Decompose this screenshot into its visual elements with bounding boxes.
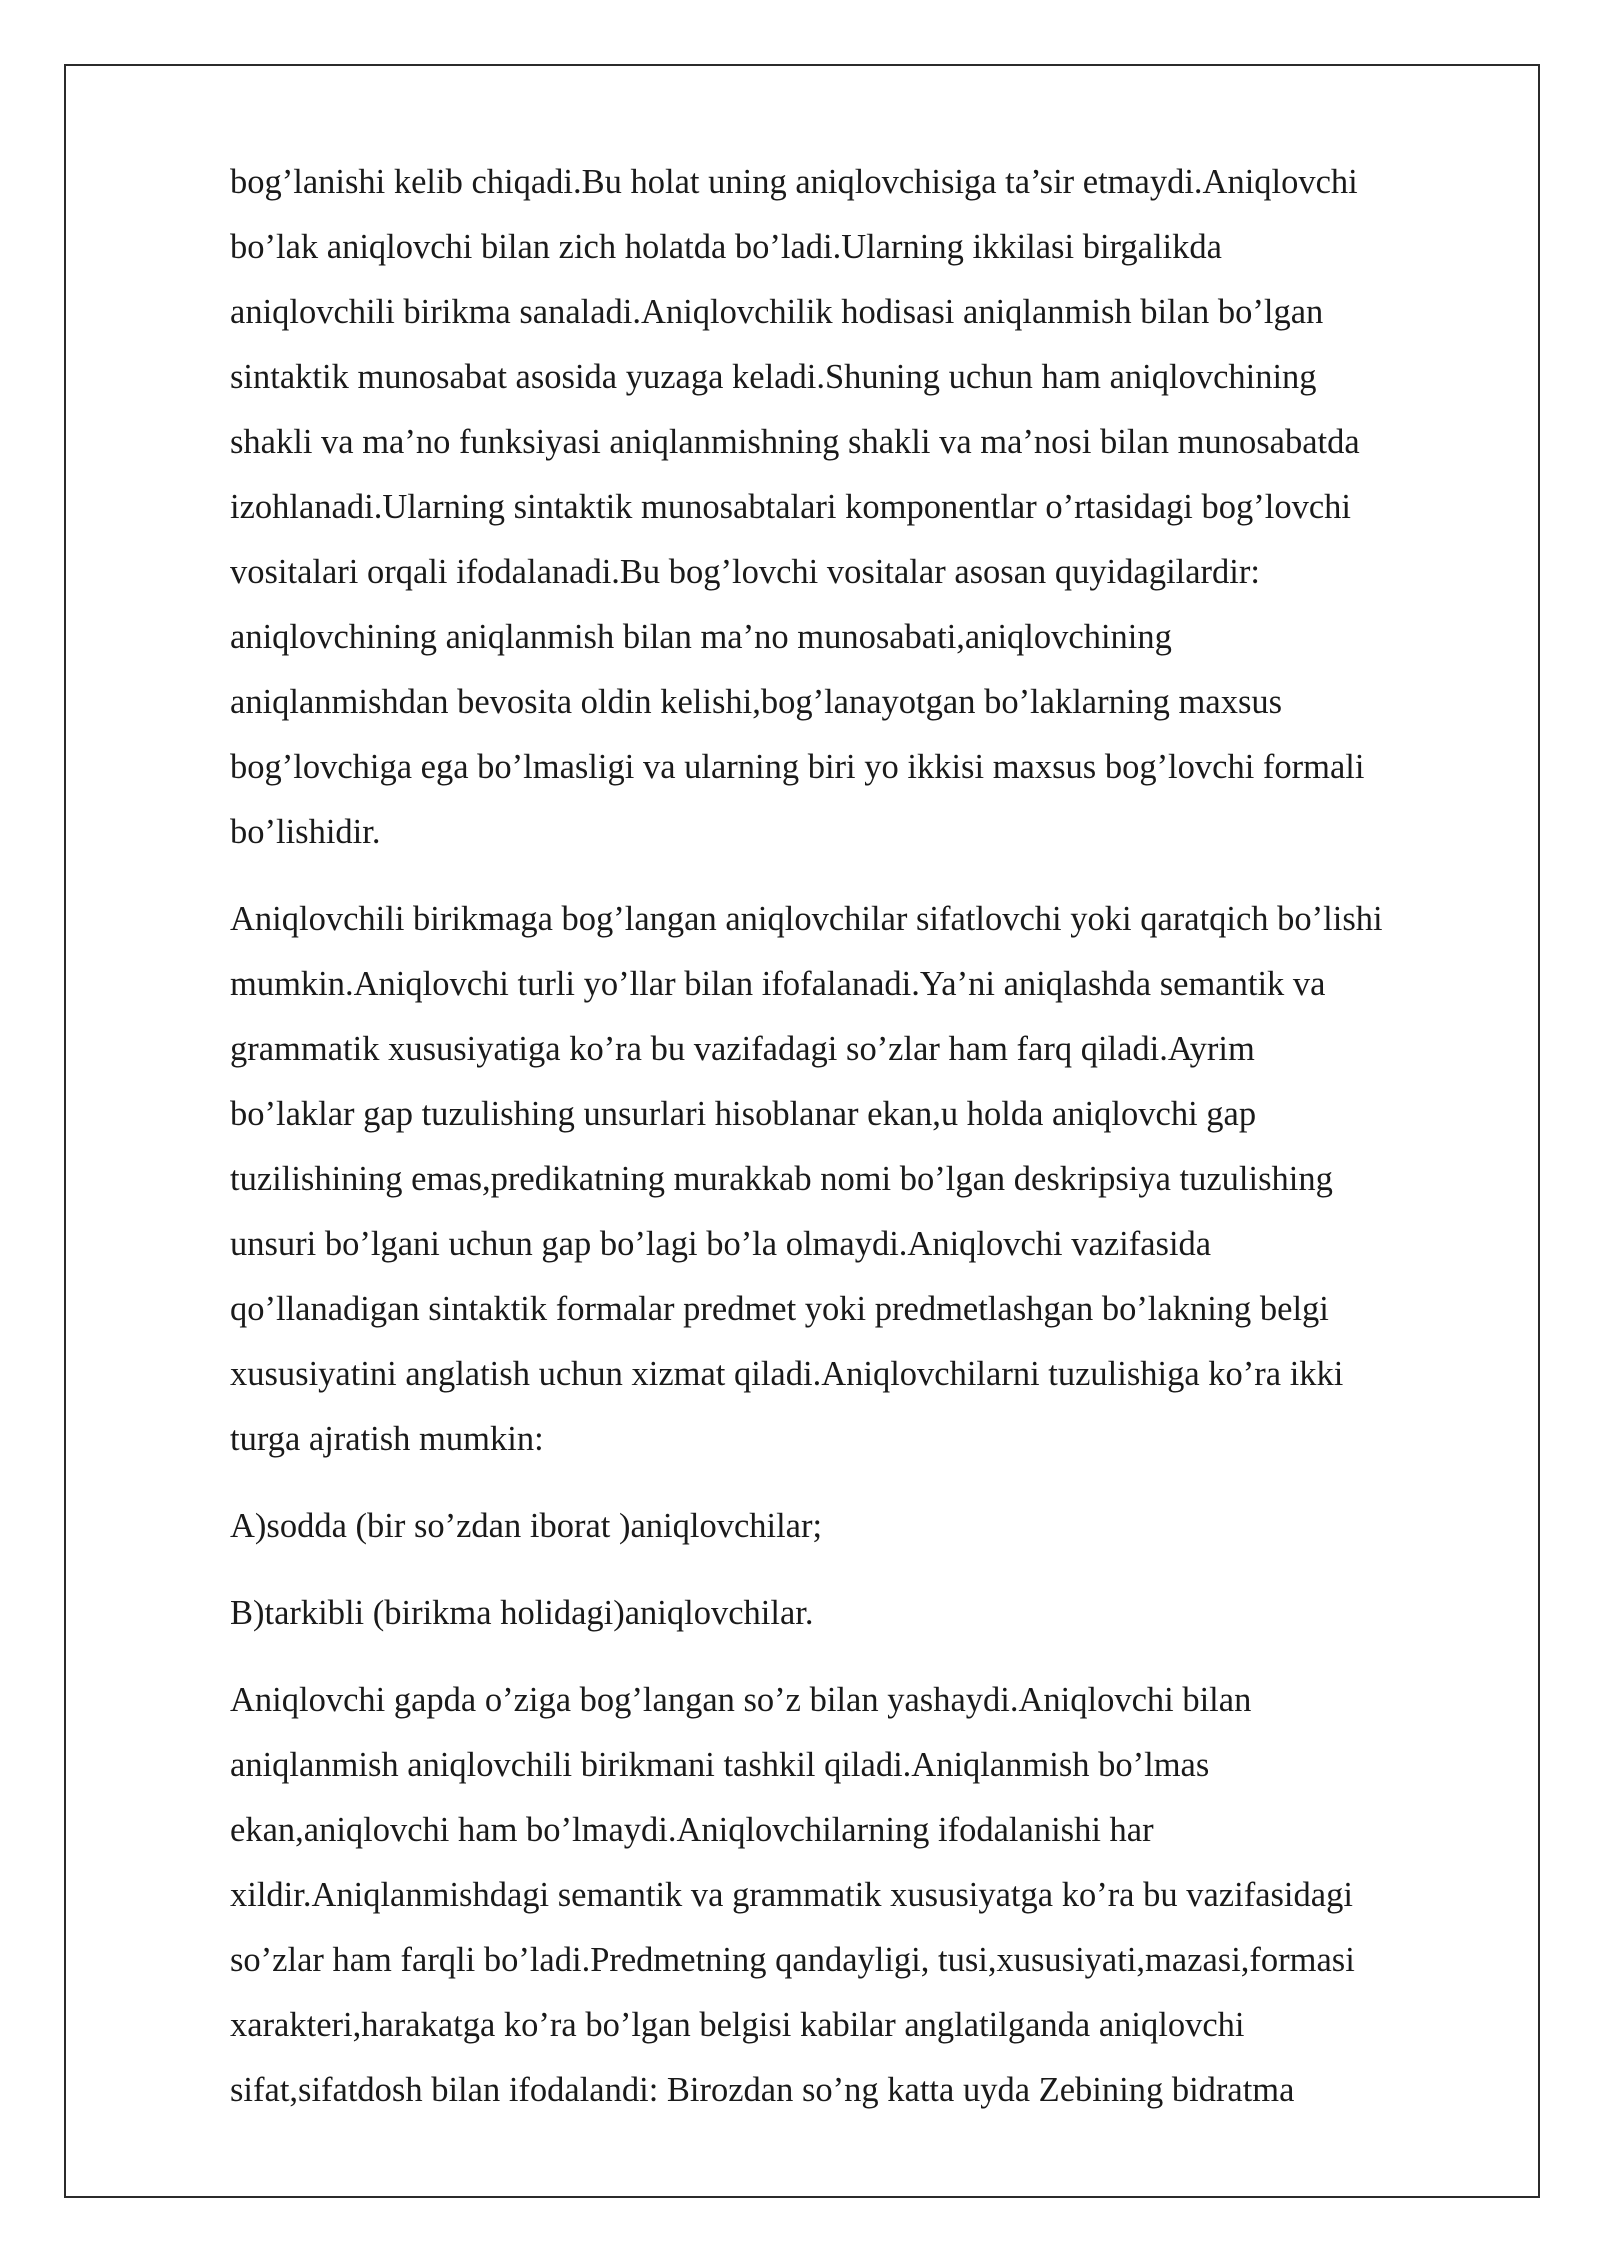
text-line: xarakteri,harakatga ko’ra bo’lgan belgisi kabilar anglatilganda aniqlovchi [230,2006,1245,2044]
text-line: ekan,aniqlovchi ham bo’lmaydi.Aniqlovchilarning ifodalanishi har [230,1811,1154,1849]
paragraph-3 [230,1668,1500,2123]
text-line: xususiyatini anglatish uchun xizmat qiladi.Aniqlovchilarni tuzulishiga ko’ra ikki [230,1355,1344,1393]
text-line: bo’laklar gap tuzulishing unsurlari hisoblanar ekan,u holda aniqlovchi gap [230,1095,1257,1133]
list-item-a [230,1494,1500,1559]
text-line: xildir.Aniqlanmishdagi semantik va grammatik xususiyatga ko’ra bu vazifasidagi [230,1876,1353,1914]
text-line: B)tarkibli (birikma holidagi)aniqlovchilar. [230,1594,814,1632]
list-item-b [230,1581,1500,1646]
text-line: sintaktik munosabat asosida yuzaga keladi.Shuning uchun ham aniqlovchining [230,358,1317,396]
text-line: tuzilishining emas,predikatning murakkab nomi bo’lgan deskripsiya tuzulishing [230,1160,1333,1198]
text-line: grammatik xususiyatiga ko’ra bu vazifadagi so’zlar ham farq qiladi.Ayrim [230,1030,1255,1068]
paragraph-1 [230,150,1500,865]
text-line: Aniqlovchi gapda o’ziga bog’langan so’z bilan yashaydi.Aniqlovchi bilan [230,1681,1252,1719]
paragraph-2 [230,887,1500,1472]
text-line: A)sodda (bir so’zdan iborat )aniqlovchilar; [230,1507,823,1545]
text-line: aniqlovchili birikma sanaladi.Aniqlovchilik hodisasi aniqlanmish bilan bo’lgan [230,293,1324,331]
text-line: unsuri bo’lgani uchun gap bo’lagi bo’la olmaydi.Aniqlovchi vazifasida [230,1225,1212,1263]
text-line: shakli va ma’no funksiyasi aniqlanmishning shakli va ma’nosi bilan munosabatda [230,423,1360,461]
text-line: bog’lovchiga ega bo’lmasligi va ularning biri yo ikkisi maxsus bog’lovchi formali [230,748,1365,786]
text-line: bo’lak aniqlovchi bilan zich holatda bo’ladi.Ularning ikkilasi birgalikda [230,228,1222,266]
text-line: bog’lanishi kelib chiqadi.Bu holat uning aniqlovchisiga ta’sir etmaydi.Aniqlovchi [230,163,1358,201]
text-line: bo’lishidir. [230,813,381,851]
text-line: mumkin.Aniqlovchi turli yo’llar bilan ifofalanadi.Ya’ni aniqlashda semantik va [230,965,1326,1003]
text-line: vositalari orqali ifodalanadi.Bu bog’lovchi vositalar asosan quyidagilardir: [230,553,1260,591]
text-line: qo’llanadigan sintaktik formalar predmet yoki predmetlashgan bo’lakning belgi [230,1290,1329,1328]
text-line: aniqlanmishdan bevosita oldin kelishi,bog’lanayotgan bo’laklarning maxsus [230,683,1283,721]
text-line: aniqlanmish aniqlovchili birikmani tashkil qiladi.Aniqlanmish bo’lmas [230,1746,1210,1784]
text-line: so’zlar ham farqli bo’ladi.Predmetning qandayligi, tusi,xususiyati,mazasi,formasi [230,1941,1355,1979]
text-line: Aniqlovchili birikmaga bog’langan aniqlovchilar sifatlovchi yoki qaratqich bo’lishi [230,900,1383,938]
text-line: izohlanadi.Ularning sintaktik munosabtalari komponentlar o’rtasidagi bog’lovchi [230,488,1351,526]
text-line: sifat,sifatdosh bilan ifodalandi: Birozdan so’ng katta uyda Zebining bidratma [230,2071,1295,2109]
text-line: turga ajratish mumkin: [230,1420,544,1458]
text-line: aniqlovchining aniqlanmish bilan ma’no munosabati,aniqlovchining [230,618,1172,656]
document-body [230,150,1500,2145]
